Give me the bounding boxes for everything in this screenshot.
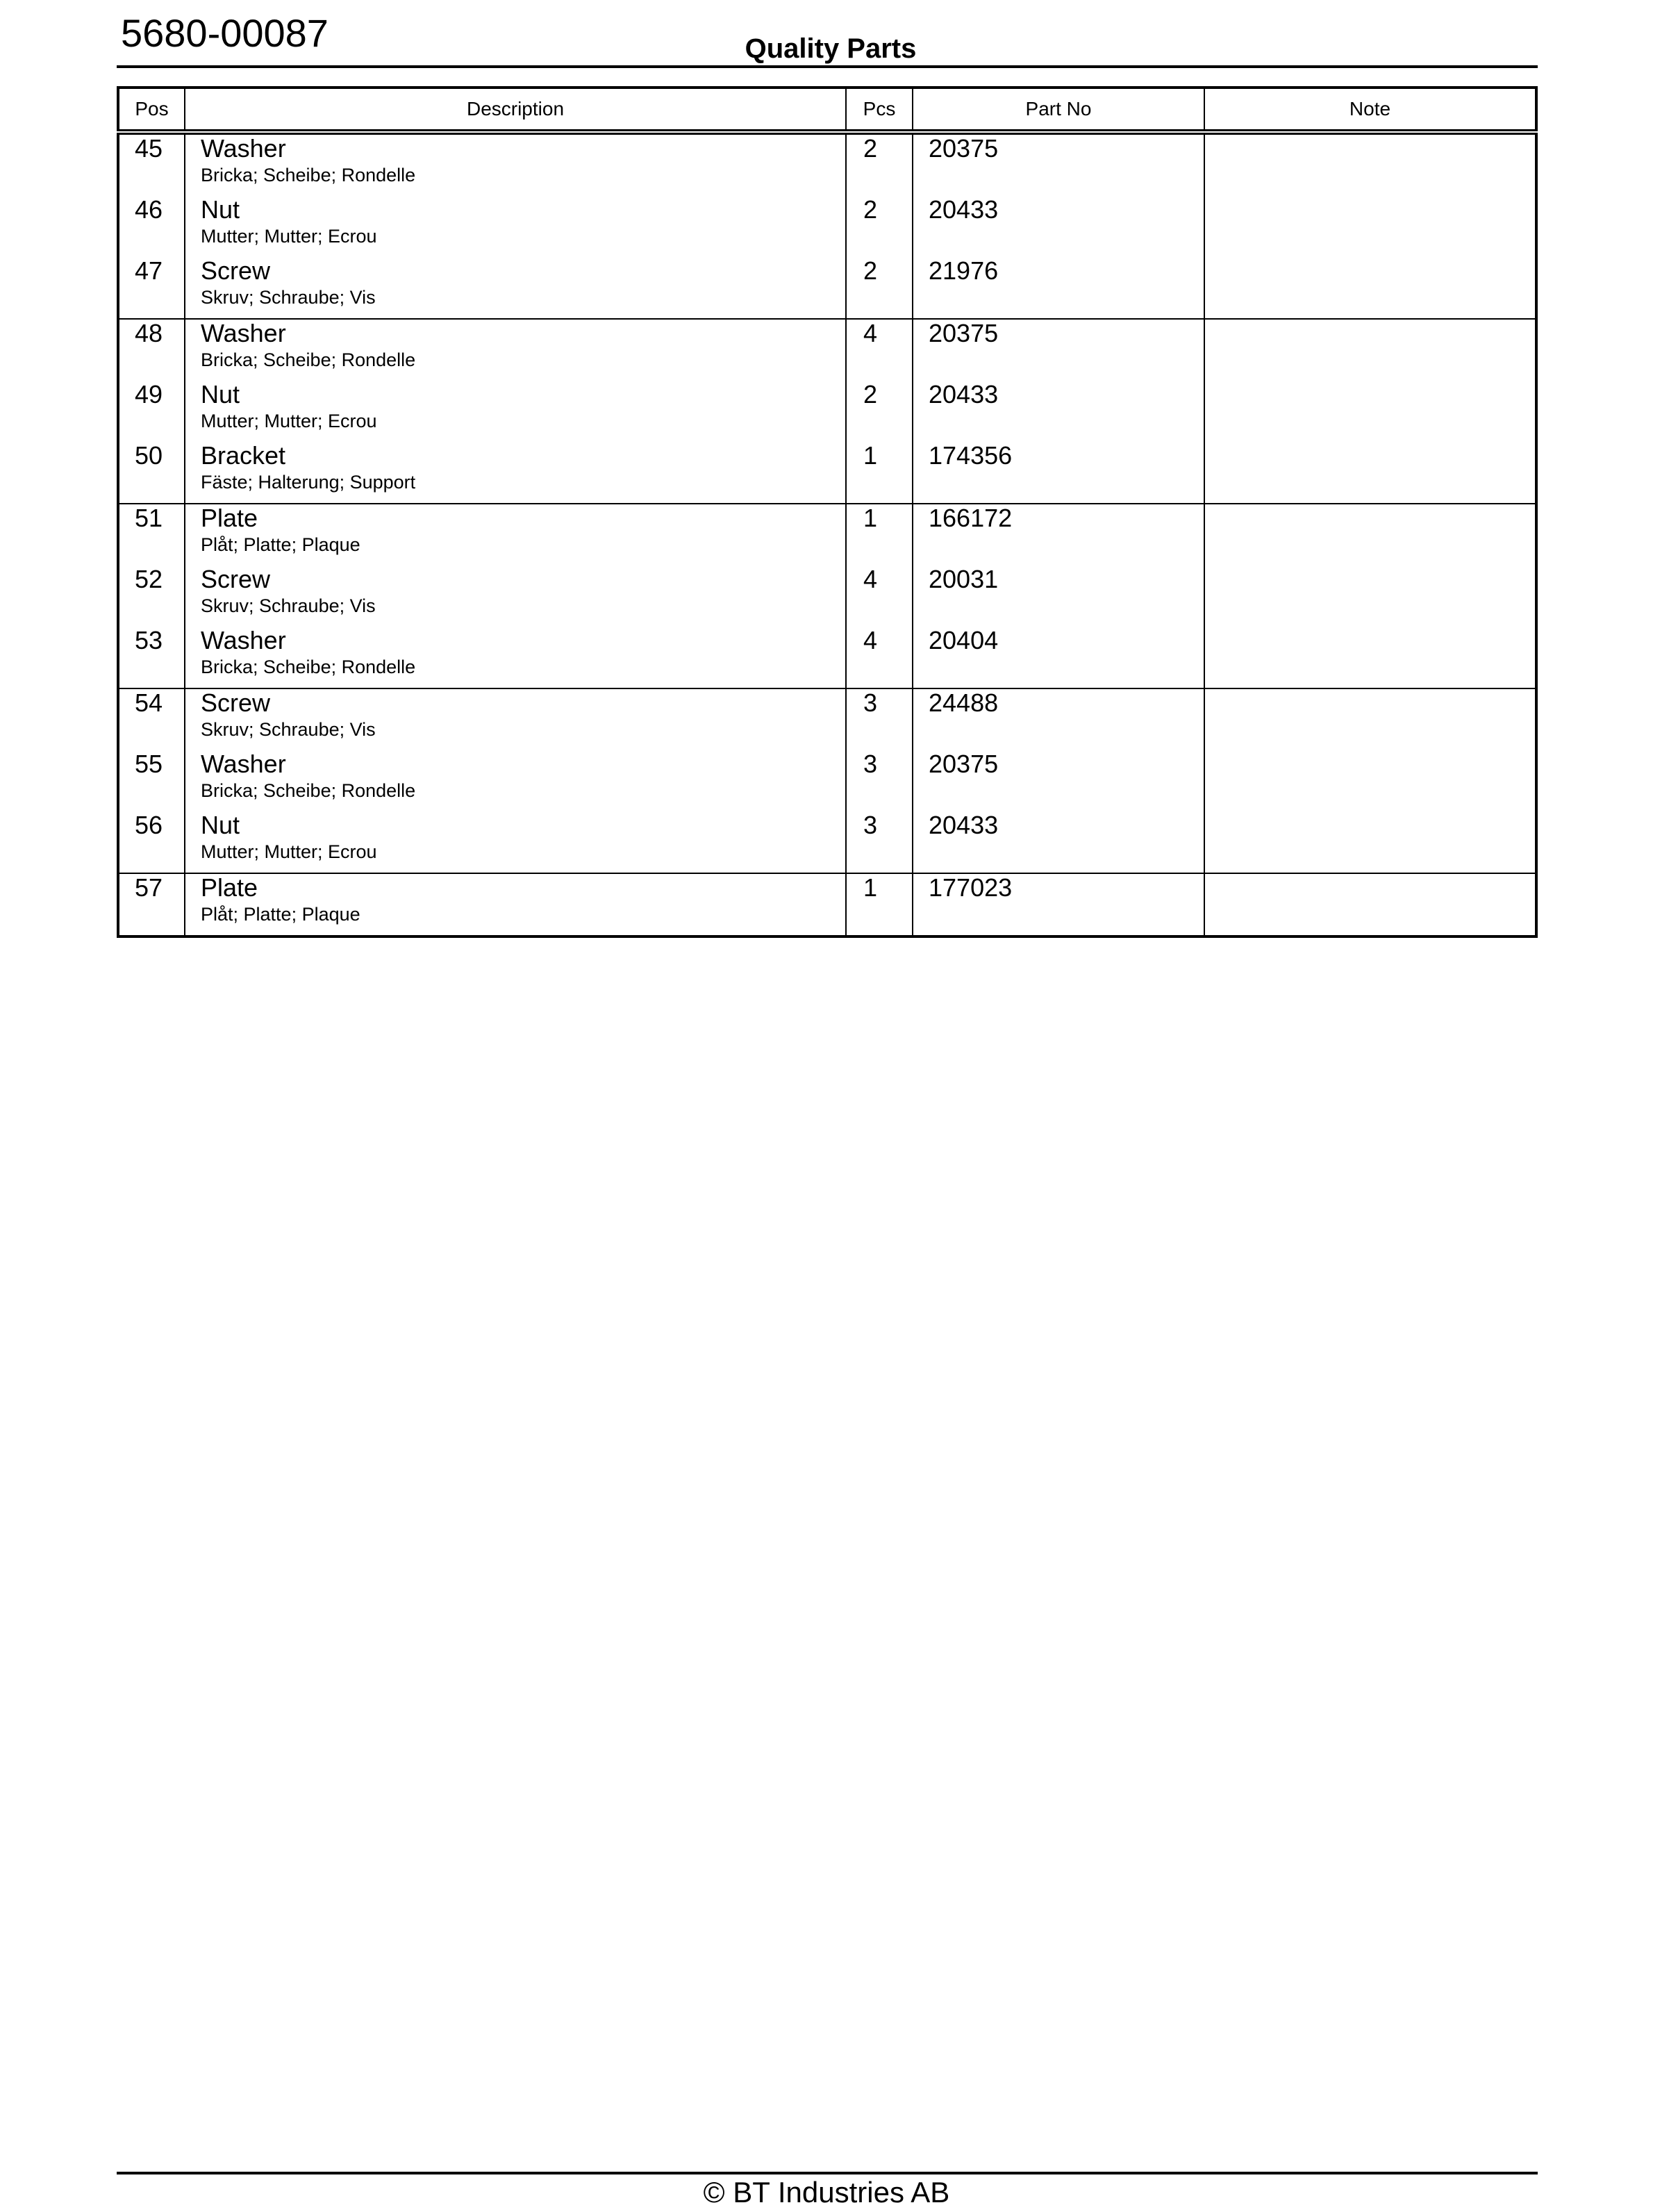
description-cell (185, 381, 846, 442)
table-row (118, 442, 1536, 504)
part-name: Nut (201, 195, 240, 224)
note-cell (1204, 566, 1536, 627)
table-row (118, 627, 1536, 688)
pos-cell: 45 (118, 132, 185, 196)
note-cell (1204, 750, 1536, 811)
note-cell (1204, 873, 1536, 936)
description-cell (185, 504, 846, 566)
part-translations: Bricka; Scheibe; Rondelle (201, 349, 416, 370)
part-translations: Plåt; Platte; Plaque (201, 904, 360, 925)
parts-table (117, 86, 1538, 938)
column-header-pos: Pos (118, 88, 185, 132)
part-number-cell: 166172 (913, 504, 1204, 566)
description-cell (185, 442, 846, 504)
table-header-row (118, 88, 1536, 132)
pcs-cell: 2 (846, 196, 913, 257)
part-name: Screw (201, 256, 271, 285)
part-name: Washer (201, 750, 286, 778)
part-name: Plate (201, 873, 258, 902)
pcs-cell: 1 (846, 873, 913, 936)
note-cell (1204, 196, 1536, 257)
part-number-cell: 24488 (913, 688, 1204, 750)
note-cell (1204, 381, 1536, 442)
pcs-cell: 3 (846, 750, 913, 811)
pos-cell: 55 (118, 750, 185, 811)
part-name: Washer (201, 626, 286, 654)
part-name: Plate (201, 504, 258, 532)
part-translations: Mutter; Mutter; Ecrou (201, 226, 377, 247)
pos-cell: 56 (118, 811, 185, 873)
part-number-cell: 177023 (913, 873, 1204, 936)
part-number-cell: 20031 (913, 566, 1204, 627)
description-cell (185, 873, 846, 936)
description-cell (185, 811, 846, 873)
description-cell (185, 688, 846, 750)
pcs-cell: 4 (846, 566, 913, 627)
table-row (118, 566, 1536, 627)
part-name: Screw (201, 565, 271, 593)
pcs-cell: 2 (846, 381, 913, 442)
note-cell (1204, 688, 1536, 750)
part-translations: Bricka; Scheibe; Rondelle (201, 780, 416, 801)
note-cell (1204, 627, 1536, 688)
note-cell (1204, 132, 1536, 196)
description-cell (185, 627, 846, 688)
table-row (118, 811, 1536, 873)
description-cell (185, 319, 846, 381)
page-title: Quality Parts (745, 33, 917, 64)
part-number-cell: 20375 (913, 132, 1204, 196)
parts-table-body (118, 132, 1536, 936)
copyright-notice: © BT Industries AB (703, 2176, 950, 2209)
part-number-cell: 21976 (913, 257, 1204, 319)
pcs-cell: 3 (846, 811, 913, 873)
part-translations: Skruv; Schraube; Vis (201, 287, 376, 308)
pos-cell: 52 (118, 566, 185, 627)
pcs-cell: 4 (846, 627, 913, 688)
note-cell (1204, 504, 1536, 566)
part-translations: Skruv; Schraube; Vis (201, 595, 376, 616)
part-number-cell: 20433 (913, 196, 1204, 257)
pos-cell: 54 (118, 688, 185, 750)
pos-cell: 51 (118, 504, 185, 566)
table-row (118, 750, 1536, 811)
note-cell (1204, 257, 1536, 319)
description-cell (185, 257, 846, 319)
pcs-cell: 4 (846, 319, 913, 381)
part-translations: Skruv; Schraube; Vis (201, 719, 376, 740)
description-cell (185, 132, 846, 196)
pcs-cell: 1 (846, 504, 913, 566)
part-number-cell: 20433 (913, 811, 1204, 873)
part-number-cell: 20375 (913, 750, 1204, 811)
part-translations: Plåt; Platte; Plaque (201, 534, 360, 555)
part-number-cell: 20375 (913, 319, 1204, 381)
table-row (118, 257, 1536, 319)
part-number-cell: 20433 (913, 381, 1204, 442)
header-divider (117, 65, 1538, 68)
pcs-cell: 2 (846, 132, 913, 196)
column-header-part-no: Part No (913, 88, 1204, 132)
part-number-cell: 20404 (913, 627, 1204, 688)
table-row (118, 688, 1536, 750)
pos-cell: 46 (118, 196, 185, 257)
table-row (118, 504, 1536, 566)
part-name: Nut (201, 380, 240, 408)
description-cell (185, 750, 846, 811)
table-row (118, 873, 1536, 936)
pos-cell: 49 (118, 381, 185, 442)
pos-cell: 53 (118, 627, 185, 688)
part-name: Nut (201, 811, 240, 839)
part-translations: Fäste; Halterung; Support (201, 472, 416, 493)
part-translations: Bricka; Scheibe; Rondelle (201, 657, 416, 677)
pcs-cell: 1 (846, 442, 913, 504)
column-header-description: Description (185, 88, 846, 132)
part-translations: Bricka; Scheibe; Rondelle (201, 165, 416, 185)
pos-cell: 50 (118, 442, 185, 504)
part-translations: Mutter; Mutter; Ecrou (201, 841, 377, 862)
part-translations: Mutter; Mutter; Ecrou (201, 411, 377, 431)
pos-cell: 47 (118, 257, 185, 319)
part-name: Bracket (201, 441, 286, 470)
table-row (118, 132, 1536, 196)
table-row (118, 196, 1536, 257)
document-number: 5680-00087 (121, 11, 329, 55)
part-number-cell: 174356 (913, 442, 1204, 504)
pos-cell: 57 (118, 873, 185, 936)
description-cell (185, 566, 846, 627)
column-header-note: Note (1204, 88, 1536, 132)
part-name: Screw (201, 688, 271, 717)
table-row (118, 381, 1536, 442)
note-cell (1204, 811, 1536, 873)
pos-cell: 48 (118, 319, 185, 381)
description-cell (185, 196, 846, 257)
part-name: Washer (201, 134, 286, 163)
note-cell (1204, 319, 1536, 381)
pcs-cell: 3 (846, 688, 913, 750)
column-header-pcs: Pcs (846, 88, 913, 132)
part-name: Washer (201, 319, 286, 347)
table-row (118, 319, 1536, 381)
pcs-cell: 2 (846, 257, 913, 319)
note-cell (1204, 442, 1536, 504)
